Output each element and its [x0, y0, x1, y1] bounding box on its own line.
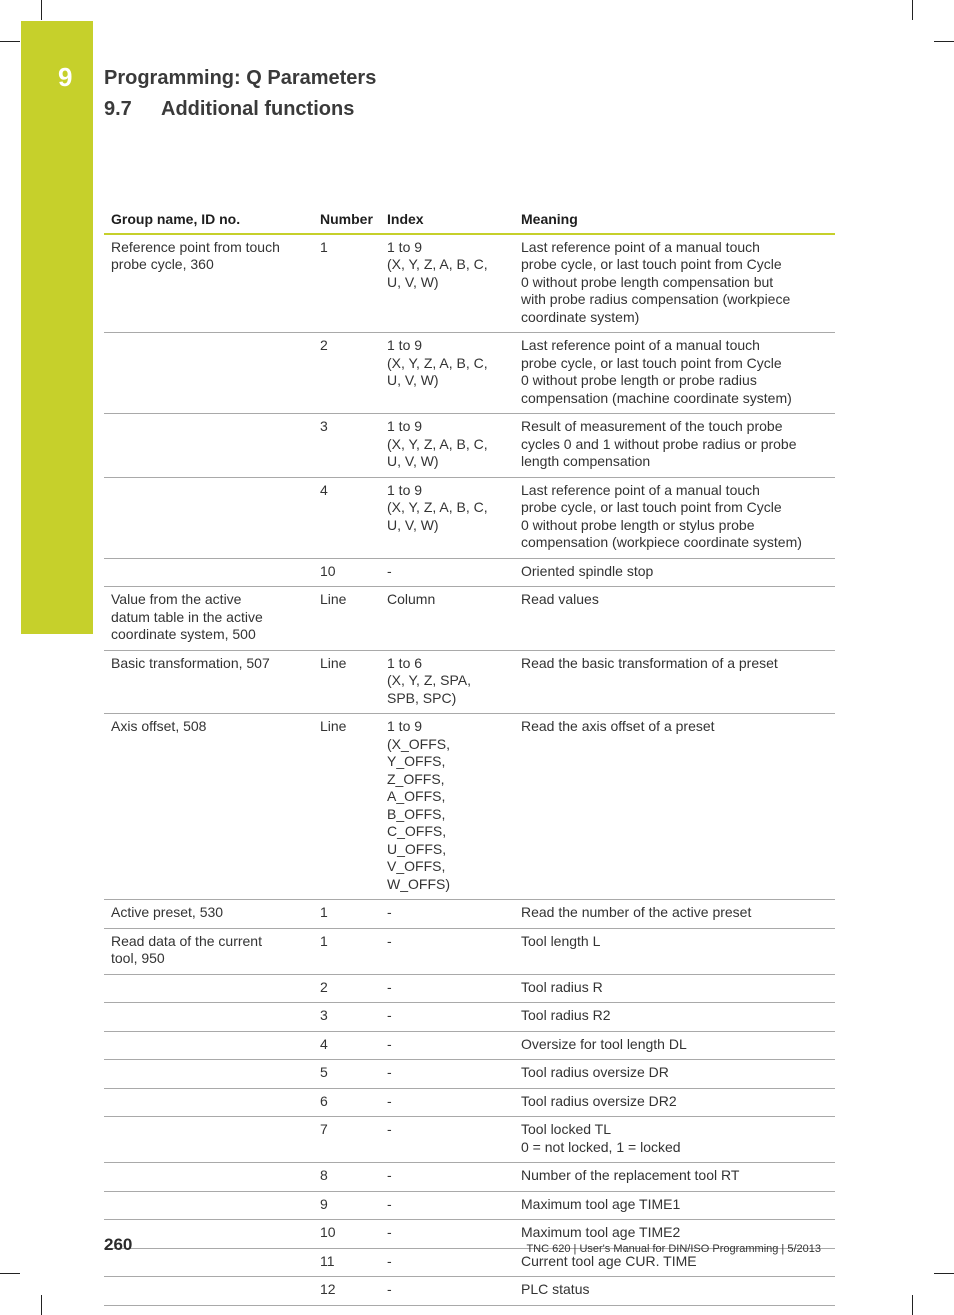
cell-line: Tool radius oversize DR: [521, 1064, 669, 1080]
cell-meaning: [514, 974, 835, 1003]
crop-mark: [41, 1295, 42, 1315]
cell-meaning: [514, 1088, 835, 1117]
cell-line: length compensation: [521, 453, 651, 469]
cell-index: [380, 234, 514, 333]
cell-line: -: [387, 562, 392, 579]
cell-line: Result of measurement of the touch probe: [521, 418, 783, 434]
cell-meaning: [514, 414, 835, 478]
cell-number: 1: [313, 234, 380, 333]
crop-mark: [912, 0, 913, 20]
cell-line: -: [387, 1281, 392, 1297]
cell-meaning: [514, 714, 835, 900]
cell-line: 1 to 9: [387, 481, 423, 498]
cell-index: [380, 650, 514, 714]
cell-meaning: [514, 1031, 835, 1060]
table-row: [104, 1163, 835, 1192]
cell-index: [380, 414, 514, 478]
cell-meaning: [514, 1117, 835, 1163]
cell-meaning: [514, 650, 835, 714]
table-row: [104, 974, 835, 1003]
cell-meaning: [514, 900, 835, 929]
cell-line: -: [387, 1007, 392, 1023]
cell-line: Active preset, 530: [111, 904, 224, 920]
table-row: [104, 714, 835, 900]
crop-mark: [0, 1273, 20, 1274]
cell-line: Oversize for tool length DL: [521, 1035, 687, 1052]
table-row: [104, 1003, 835, 1032]
cell-line: U, V, W): [387, 516, 439, 533]
table-header-row: [104, 208, 835, 234]
cell-line: 0 = not locked, 1 = locked: [521, 1138, 681, 1155]
cell-line: (X, Y, Z, SPA,: [387, 672, 472, 688]
cell-line: 1 to 9: [387, 238, 423, 255]
cell-line: -: [387, 1121, 392, 1137]
cell-meaning: [514, 1003, 835, 1032]
cell-meaning: [514, 587, 835, 651]
cell-line: Read the basic transformation of a preset: [521, 654, 778, 671]
cell-line: 1 to 9: [387, 718, 423, 734]
page-number: 260: [104, 1235, 133, 1254]
cell-line: -: [387, 1035, 392, 1052]
cell-line: Z_OFFS,: [387, 770, 445, 787]
cell-meaning: [514, 333, 835, 414]
cell-group: [104, 587, 313, 651]
cell-group: [104, 1088, 313, 1117]
cell-number: Line: [313, 650, 380, 714]
cell-line: Tool length L: [521, 932, 601, 949]
table-body: [104, 234, 835, 1306]
cell-line: Tool radius R2: [521, 1007, 611, 1023]
cell-meaning: [514, 1060, 835, 1089]
cell-line: U, V, W): [387, 372, 439, 388]
cell-line: 1 to 9: [387, 337, 423, 353]
section-number: 9.7: [104, 98, 132, 120]
cell-line: Basic transformation, 507: [111, 654, 270, 671]
cell-group: [104, 1003, 313, 1032]
column-header-meaning: Meaning: [514, 208, 835, 234]
cell-number: 6: [313, 1088, 380, 1117]
cell-line: Tool radius oversize DR2: [521, 1092, 677, 1109]
cell-number: 5: [313, 1060, 380, 1089]
cell-line: Oriented spindle stop: [521, 562, 654, 579]
cell-line: SPB, SPC): [387, 689, 457, 706]
cell-number: 4: [313, 477, 380, 558]
cell-line: Reference point from touch: [111, 238, 280, 255]
cell-meaning: [514, 928, 835, 974]
cell-number: Line: [313, 714, 380, 900]
cell-number: 1: [313, 928, 380, 974]
cell-line: V_OFFS,: [387, 858, 446, 874]
cell-line: Column: [387, 591, 436, 607]
cell-line: Axis offset, 508: [111, 718, 207, 734]
cell-line: A_OFFS,: [387, 788, 446, 804]
cell-number: 1: [313, 900, 380, 929]
cell-group: [104, 974, 313, 1003]
cell-group: [104, 1277, 313, 1306]
cell-number: 3: [313, 414, 380, 478]
cell-line: Tool radius R: [521, 978, 603, 995]
cell-line: compensation (machine coordinate system): [521, 389, 792, 406]
cell-line: probe cycle, or last touch point from Cycle: [521, 499, 782, 515]
cell-line: probe cycle, or last touch point from Cycle: [521, 354, 782, 371]
cell-index: [380, 1163, 514, 1192]
footer-text: TNC 620 | User's Manual for DIN/ISO Programming | 5/2013: [526, 1243, 821, 1255]
cell-line: Read the number of the active preset: [521, 904, 752, 920]
cell-line: -: [387, 1195, 392, 1212]
cell-line: U_OFFS,: [387, 840, 447, 857]
cell-index: [380, 477, 514, 558]
column-header-number: Number: [313, 208, 380, 234]
cell-group: [104, 1031, 313, 1060]
cell-number: 2: [313, 974, 380, 1003]
cell-group: [104, 900, 313, 929]
chapter-number: 9: [58, 62, 73, 92]
cell-index: [380, 1117, 514, 1163]
cell-group: [104, 1248, 313, 1277]
cell-meaning: [514, 1277, 835, 1306]
cell-group: [104, 558, 313, 587]
cell-number: 4: [313, 1031, 380, 1060]
cell-line: -: [387, 1252, 392, 1269]
cell-line: coordinate system, 500: [111, 626, 256, 642]
cell-index: [380, 1003, 514, 1032]
cell-index: [380, 587, 514, 651]
cell-line: (X, Y, Z, A, B, C,: [387, 435, 488, 452]
cell-line: Maximum tool age TIME2: [521, 1224, 681, 1240]
table-row: [104, 1060, 835, 1089]
table-row: [104, 587, 835, 651]
table-row: [104, 558, 835, 587]
cell-index: [380, 1031, 514, 1060]
cell-line: PLC status: [521, 1281, 590, 1297]
cell-line: 0 without probe length compensation but: [521, 273, 774, 290]
table-row: [104, 234, 835, 333]
cell-line: Last reference point of a manual touch: [521, 238, 760, 255]
column-header-group: Group name, ID no.: [104, 208, 313, 234]
cell-line: 1 to 9: [387, 418, 423, 434]
cell-number: 2: [313, 333, 380, 414]
table-row: [104, 1277, 835, 1306]
cell-line: probe cycle, 360: [111, 256, 214, 272]
cell-group: [104, 928, 313, 974]
cell-meaning: [514, 558, 835, 587]
cell-line: (X, Y, Z, A, B, C,: [387, 256, 488, 272]
cell-line: probe cycle, or last touch point from Cycle: [521, 256, 782, 272]
cell-index: [380, 333, 514, 414]
chapter-title: Programming: Q Parameters: [104, 67, 377, 89]
cell-line: Maximum tool age TIME1: [521, 1195, 681, 1212]
cell-index: [380, 974, 514, 1003]
cell-line: -: [387, 1224, 392, 1240]
cell-meaning: [514, 1163, 835, 1192]
cell-line: U, V, W): [387, 453, 439, 469]
cell-group: [104, 1060, 313, 1089]
cell-index: [380, 1088, 514, 1117]
cell-number: 7: [313, 1117, 380, 1163]
table-row: [104, 333, 835, 414]
cell-line: Number of the replacement tool RT: [521, 1167, 740, 1183]
crop-mark: [934, 1273, 954, 1274]
cell-group: [104, 414, 313, 478]
cell-line: -: [387, 978, 392, 995]
cell-line: C_OFFS,: [387, 823, 447, 839]
cell-line: (X, Y, Z, A, B, C,: [387, 499, 488, 515]
table-row: [104, 928, 835, 974]
cell-line: W_OFFS): [387, 875, 450, 892]
table-row: [104, 1088, 835, 1117]
cell-index: [380, 1248, 514, 1277]
cell-number: 10: [313, 1220, 380, 1249]
cell-line: (X, Y, Z, A, B, C,: [387, 354, 488, 371]
cell-line: compensation (workpiece coordinate system): [521, 534, 802, 550]
section-title: [104, 98, 354, 121]
cell-line: 0 without probe length or stylus probe: [521, 516, 755, 533]
cell-line: Value from the active: [111, 591, 242, 607]
cell-line: Read the axis offset of a preset: [521, 718, 715, 734]
cell-line: Current tool age CUR. TIME: [521, 1252, 697, 1269]
cell-line: Tool locked TL: [521, 1121, 612, 1137]
cell-index: [380, 1191, 514, 1220]
cell-number: 10: [313, 558, 380, 587]
cell-number: 3: [313, 1003, 380, 1032]
cell-line: Read data of the current: [111, 932, 262, 949]
cell-number: 12: [313, 1277, 380, 1306]
cell-number: Line: [313, 587, 380, 651]
cell-line: cycles 0 and 1 without probe radius or probe: [521, 435, 797, 452]
cell-line: with probe radius compensation (workpiece: [521, 291, 791, 307]
cell-index: [380, 1277, 514, 1306]
cell-group: [104, 234, 313, 333]
crop-mark: [41, 0, 42, 20]
cell-index: [380, 1060, 514, 1089]
cell-group: [104, 333, 313, 414]
table-row: [104, 1117, 835, 1163]
cell-group: [104, 714, 313, 900]
cell-group: [104, 650, 313, 714]
column-header-index: Index: [380, 208, 514, 234]
chapter-color-band: [21, 21, 93, 634]
cell-group: [104, 1220, 313, 1249]
crop-mark: [912, 1295, 913, 1315]
cell-line: U, V, W): [387, 273, 439, 290]
table-row: [104, 1191, 835, 1220]
cell-index: [380, 558, 514, 587]
cell-line: -: [387, 1064, 392, 1080]
table-row: [104, 477, 835, 558]
cell-index: [380, 900, 514, 929]
cell-group: [104, 1191, 313, 1220]
cell-group: [104, 1163, 313, 1192]
cell-index: [380, 928, 514, 974]
cell-line: 1 to 6: [387, 654, 423, 671]
cell-number: 9: [313, 1191, 380, 1220]
cell-line: 0 without probe length or probe radius: [521, 372, 757, 388]
cell-meaning: [514, 234, 835, 333]
cell-line: (X_OFFS,: [387, 735, 451, 752]
crop-mark: [0, 41, 20, 42]
cell-line: Last reference point of a manual touch: [521, 481, 760, 498]
cell-line: coordinate system): [521, 308, 640, 325]
cell-line: Read values: [521, 591, 599, 607]
cell-meaning: [514, 1191, 835, 1220]
cell-line: -: [387, 1092, 392, 1109]
cell-index: [380, 714, 514, 900]
table-row: [104, 414, 835, 478]
table-row: [104, 650, 835, 714]
cell-line: datum table in the active: [111, 608, 263, 625]
cell-number: 8: [313, 1163, 380, 1192]
cell-number: 11: [313, 1248, 380, 1277]
crop-mark: [934, 41, 954, 42]
cell-group: [104, 1117, 313, 1163]
cell-index: [380, 1220, 514, 1249]
cell-group: [104, 477, 313, 558]
cell-line: Last reference point of a manual touch: [521, 337, 760, 353]
cell-line: -: [387, 932, 392, 949]
parameter-table: [104, 208, 835, 1306]
cell-line: Y_OFFS,: [387, 753, 446, 769]
cell-line: -: [387, 1167, 392, 1183]
cell-line: -: [387, 904, 392, 920]
table-row: [104, 900, 835, 929]
section-title-text: Additional functions: [161, 98, 355, 120]
cell-line: B_OFFS,: [387, 805, 446, 822]
cell-meaning: [514, 477, 835, 558]
cell-line: tool, 950: [111, 950, 165, 966]
table-row: [104, 1031, 835, 1060]
